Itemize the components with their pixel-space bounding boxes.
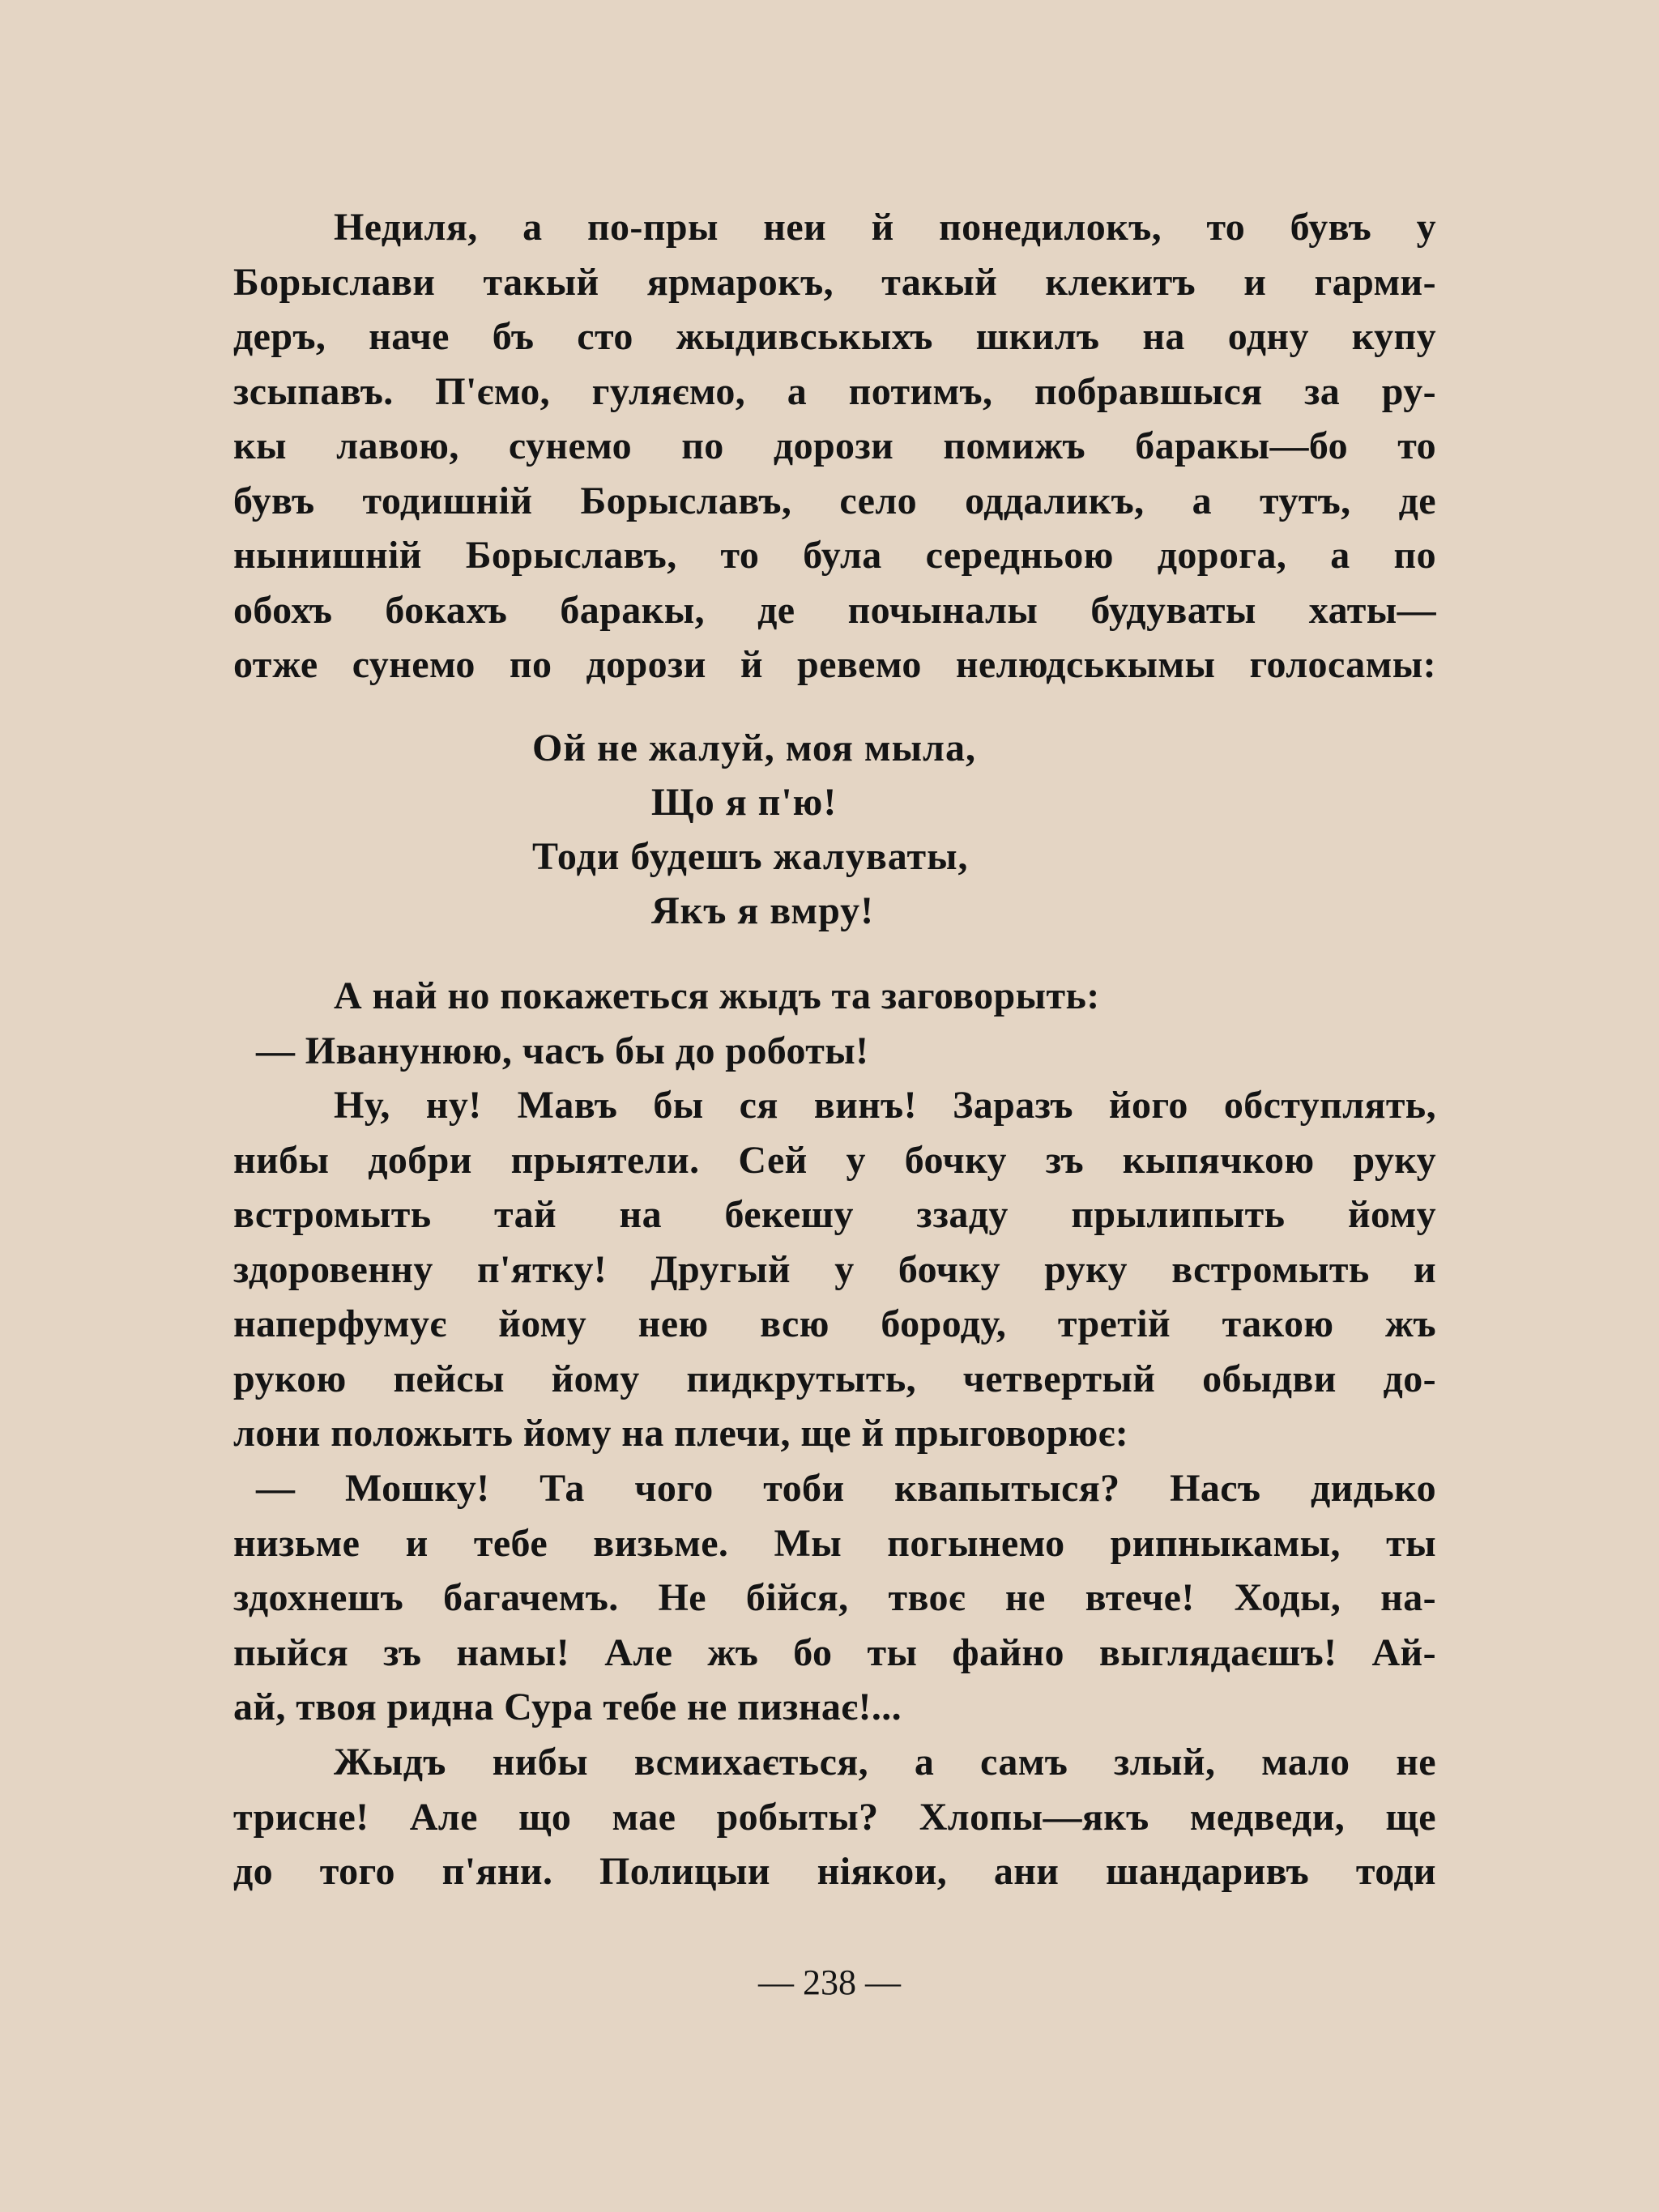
text-line: встромыть тай на бекешу ззаду прылипыть йому [233,1193,1436,1236]
text-line: нынишній Борыславъ, то була середньою дорога, а по [233,534,1436,577]
text-line: низьме и тебе визьме. Мы погынемо рипныкамы, ты [233,1521,1436,1565]
paragraph-3 [233,1078,1436,1461]
text-line: лони положыть йому на плечи, ще й прыговорює: [233,1412,1129,1455]
text-line: зсыпавъ. П'ємо, гуляємо, а потимъ, побравшыся за ру- [233,369,1436,413]
text-line: здохнешъ багачемъ. Не бійся, твоє не втече! Ходы, на- [233,1576,1436,1619]
text-line: пыйся зъ намы! Але жъ бо ты файно выглядаєшъ! Ай- [233,1630,1436,1674]
text-line: Жыдъ нибы всмихається, а самъ злый, мало не [334,1741,1436,1784]
text-line: рукою пейсы йому пидкрутыть, четвертый обыдви до- [233,1357,1436,1400]
text-line: трисне! Але що мае робыты? Хлопы—якъ медведи, ще [233,1795,1436,1839]
text-line: бувъ тодишній Борыславъ, село оддаликъ, а тутъ, де [233,479,1436,522]
text-line: обохъ бокахъ баракы, де почыналы будуваты хаты— [233,588,1436,632]
text-line: кы лавою, сунемо по дорози помижъ баракы—бо то [233,424,1436,467]
verse-line: Тоди будешъ жалуваты, [532,835,969,878]
text-line: А най но покажеться жыдъ та заговорыть: [334,974,1100,1017]
text-line: Борыслави такый ярмарокъ, такый клекитъ и гарми- [233,260,1436,304]
paragraph-1 [233,200,1436,693]
text-line: отже сунемо по дорози й ревемо нелюдськымы голосамы: [233,643,1436,686]
paragraph-5 [233,1735,1436,1899]
paragraph-2 [233,969,1436,1078]
paragraph-4 [233,1461,1436,1735]
text-line: ай, твоя ридна Сура тебе не пизнає!... [233,1686,902,1728]
verse-line: Що я п'ю! [651,781,838,824]
page-number: — 238 — [758,1963,901,2002]
text-line: — Иванунюю, часъ бы до роботы! [256,1029,869,1072]
verse-line: Ой не жалуй, моя мыла, [532,727,976,769]
text-line: Ну, ну! Мавъ бы ся винъ! Заразъ його обступлять, [334,1084,1436,1127]
text-line: здоровенну п'ятку! Другый у бочку руку встромыть и [233,1247,1436,1291]
text-line: Недиля, а по-пры неи й понедилокъ, то бувъ у [334,206,1436,249]
verse-line: Якъ я вмру! [651,889,875,932]
text-line: деръ, наче бъ сто жыдивськыхъ шкилъ на одну купу [233,315,1436,358]
text-line: наперфумує йому нею всю бороду, третій такою жъ [233,1302,1436,1345]
text-line: — Мошку! Та чого тоби квапытыся? Насъ дидько [256,1467,1436,1510]
text-line: нибы добри прыятели. Сей у бочку зъ кыпячкою руку [233,1138,1436,1182]
text-line: до того п'яни. Полицыи нiякои, ани шандаривъ тоди [233,1850,1436,1893]
